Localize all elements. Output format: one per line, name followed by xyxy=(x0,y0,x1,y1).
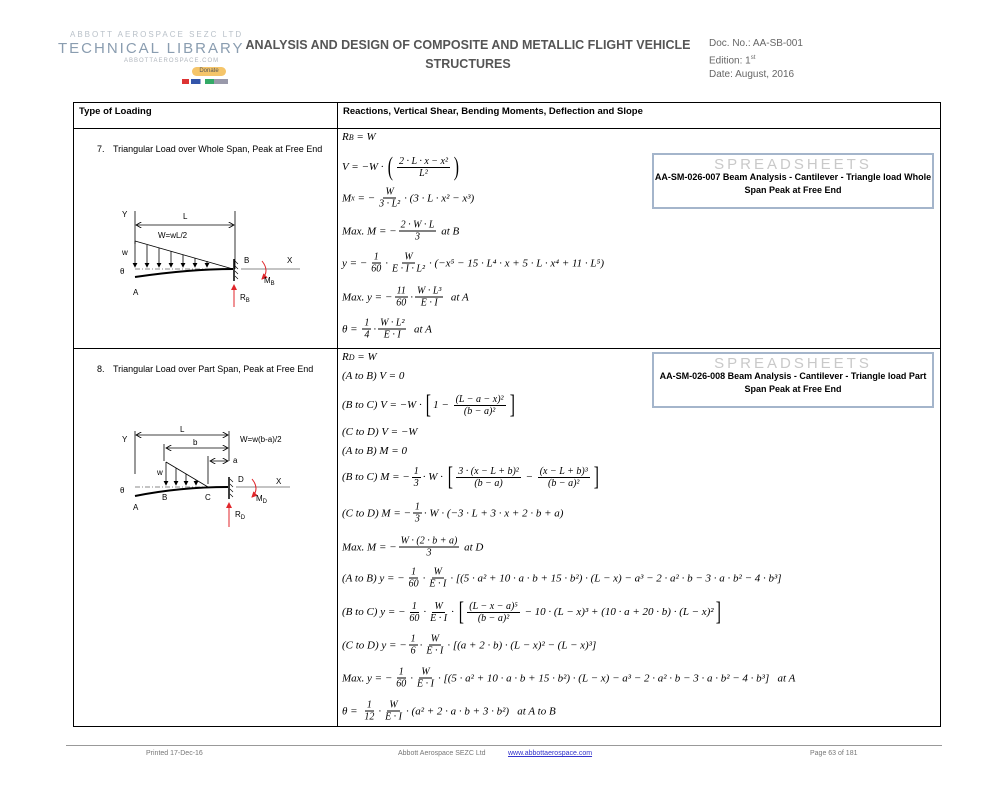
equation-fraction xyxy=(399,536,460,559)
equation xyxy=(342,667,795,690)
numerator: 1 xyxy=(413,465,419,477)
numerator: 1 xyxy=(414,501,420,513)
equation-text: R xyxy=(342,131,349,143)
equation-bracket: ) xyxy=(453,152,459,181)
numerator: 1 xyxy=(411,566,417,578)
equation-text: · W · xyxy=(422,471,446,483)
equation xyxy=(342,567,782,590)
moment-label: $M_D$ xyxy=(256,494,268,505)
denominator: (b − a)² xyxy=(477,612,510,624)
equation xyxy=(342,351,377,363)
numerator: 1 xyxy=(410,633,416,645)
equation-text: · xyxy=(378,705,382,717)
load-intensity-label: w xyxy=(122,248,128,257)
numerator: 2 · L · x − x² xyxy=(398,155,448,167)
point-b-label: B xyxy=(162,493,168,502)
equation-fraction xyxy=(407,567,421,590)
equation-text: (C to D) y = − xyxy=(342,639,407,651)
loading-cell xyxy=(74,129,338,349)
equation-text: (C to D) V = −W xyxy=(342,426,418,438)
equation-text: · (3 · L · x² − x³) xyxy=(404,192,475,204)
header-reactions: Reactions, Vertical Shear, Bending Moments, Deflection and Slope xyxy=(338,103,941,129)
numerator: 1 xyxy=(411,600,417,612)
equation-fraction xyxy=(456,466,520,489)
numerator: W · (2 · b + a) xyxy=(400,535,458,547)
equation-fraction xyxy=(378,318,406,341)
equation xyxy=(342,634,596,657)
equation xyxy=(342,152,461,181)
numerator: 3 · (x − L + b)² xyxy=(458,465,519,477)
equation-text: R xyxy=(342,351,349,363)
equation-text: (A to B) M = 0 xyxy=(342,445,407,457)
equation-text: − xyxy=(522,471,536,483)
equation-fraction xyxy=(409,634,418,657)
equation xyxy=(342,700,556,723)
loading-table xyxy=(73,102,941,727)
point-a-label: A xyxy=(133,288,139,297)
denominator: L² xyxy=(419,167,428,179)
reaction-label: $R_D$ xyxy=(235,510,246,521)
equation-fraction xyxy=(413,502,422,525)
edition-sup: st xyxy=(750,55,756,61)
header-type-of-loading: Type of Loading xyxy=(74,103,338,129)
equation-bracket: ] xyxy=(509,390,515,419)
equation-text: · xyxy=(410,672,414,684)
table-row xyxy=(74,349,941,727)
equation-fraction xyxy=(377,187,402,210)
equation-text: at D xyxy=(461,541,484,553)
total-load-label: W=w(b-a)/2 xyxy=(240,435,282,444)
denominator: 60 xyxy=(396,678,407,690)
equation-subscript: x xyxy=(351,193,355,203)
equation-text: Max. M = − xyxy=(342,225,397,237)
point-b-label: B xyxy=(244,256,250,265)
equation-fraction xyxy=(383,700,404,723)
equation-bracket: ] xyxy=(715,597,721,626)
equation-text: (C to D) M = − xyxy=(342,507,411,519)
numerator: (x − L + b)³ xyxy=(539,465,588,477)
slope-label: θ xyxy=(120,486,125,495)
equation-text: = W xyxy=(353,131,376,143)
equation-fraction xyxy=(538,466,590,489)
equation-fraction xyxy=(412,466,421,489)
equation-text: y = − xyxy=(342,257,368,269)
numerator: W · L² xyxy=(380,317,405,329)
moment-label: $M_B$ xyxy=(264,276,275,287)
equation-text: · xyxy=(422,572,426,584)
denominator: 60 xyxy=(408,578,419,590)
spreadsheets-watermark: SPREADSHEETS xyxy=(714,156,872,173)
equation-text: · xyxy=(373,323,377,335)
spreadsheet-link-text[interactable]: AA-SM-026-008 Beam Analysis - Cantilever - Triangle load Part Span Peak at Free End xyxy=(659,371,927,394)
equation-text: Max. y = − xyxy=(342,291,393,303)
total-load-label: W=wL/2 xyxy=(158,231,188,240)
equation-fraction xyxy=(390,252,427,275)
numerator: W xyxy=(389,699,398,711)
equation-text: at B xyxy=(438,225,460,237)
denominator: E · I · L² xyxy=(391,263,425,275)
point-c-label: C xyxy=(205,493,211,502)
numerator: (L − x − a)⁵ xyxy=(469,600,518,612)
equation-text: = − xyxy=(354,192,376,204)
equation-text: θ = xyxy=(342,705,361,717)
footer-divider xyxy=(66,745,942,746)
equation-subscript: D xyxy=(348,352,355,362)
case-number: 8. xyxy=(97,364,105,374)
equation-fraction xyxy=(454,394,506,417)
case-number: 7. xyxy=(97,144,105,154)
denominator: 3 xyxy=(413,477,419,489)
spreadsheet-link-text[interactable]: AA-SM-026-007 Beam Analysis - Cantilever - Triangle load Whole Span Peak at Free End xyxy=(654,172,932,195)
beam-diagram-triangular-part-span xyxy=(100,419,330,529)
equation-text: · xyxy=(423,606,427,618)
denominator: 60 xyxy=(371,263,382,275)
dimension-b-label: b xyxy=(193,438,198,447)
equation xyxy=(342,390,516,419)
numerator: W xyxy=(385,186,394,198)
logo-line1: ABBOTT AEROSPACE SEZC LTD xyxy=(70,30,244,39)
denominator: (b − a)² xyxy=(548,477,580,489)
document-title: ANALYSIS AND DESIGN OF COMPOSITE AND METALLIC FLIGHT VEHICLE STRUCTURES xyxy=(245,38,691,71)
case-title: Triangular Load over Whole Span, Peak at Free End xyxy=(113,144,323,154)
denominator: 6 xyxy=(410,645,416,657)
equation xyxy=(342,318,432,341)
equation-text: · xyxy=(385,257,388,269)
equation-fraction xyxy=(362,318,371,341)
equation-text: Max. y = − xyxy=(342,672,393,684)
equation-text: Max. M = − xyxy=(342,541,397,553)
axis-x-label: X xyxy=(276,477,282,486)
equation-fraction xyxy=(397,156,450,179)
axis-x-label: X xyxy=(287,256,293,265)
equation xyxy=(342,597,722,626)
equation-text: V = −W · xyxy=(342,161,387,173)
numerator: 1 xyxy=(373,251,379,263)
equation-text: (B to C) M = − xyxy=(342,471,410,483)
equation xyxy=(342,286,469,309)
equation-text: · xyxy=(410,291,414,303)
span-length-label: L xyxy=(180,425,185,434)
doc-number: Doc. No.: AA-SB-001 xyxy=(709,38,803,49)
equation-text: · (a² + 2 · a · b + 3 · b²) at A to B xyxy=(406,705,556,717)
equation-fraction xyxy=(407,601,421,624)
equation-bracket: [ xyxy=(447,462,453,491)
equation-fraction xyxy=(415,667,436,690)
spreadsheet-link-007[interactable] xyxy=(652,153,934,209)
table-header-row xyxy=(74,103,941,129)
equation-bracket: ] xyxy=(593,462,599,491)
denominator: E · I xyxy=(430,612,448,624)
equation-text: at A xyxy=(445,291,469,303)
denominator: E · I xyxy=(417,678,434,690)
equation-fraction xyxy=(362,700,376,723)
equation-text: (B to C) y = − xyxy=(342,606,406,618)
point-d-label: D xyxy=(238,475,244,484)
denominator: E · I xyxy=(383,329,401,341)
denominator: 3 · L² xyxy=(379,198,401,210)
edition-text: Edition: 1 xyxy=(709,55,751,67)
equation-text: (A to B) y = − xyxy=(342,572,405,584)
equation-text: at A xyxy=(408,323,432,335)
equation-text: = W xyxy=(354,351,377,363)
load-intensity-label: w xyxy=(157,468,163,477)
equation xyxy=(342,187,474,210)
equation-text: · [(5 · a² + 10 · a · b + 15 · b²) · (L − x) − a³ − 2 · a² · b − 3 · a · b² − 4 · b³] xyxy=(450,572,782,584)
equation xyxy=(342,131,376,143)
equation-text: θ = xyxy=(342,323,361,335)
beam-diagram-triangular-whole-span xyxy=(100,199,330,309)
equation xyxy=(342,426,417,438)
doc-date: Date: August, 2016 xyxy=(709,69,795,81)
denominator: (b − a) xyxy=(474,477,503,489)
point-a-label: A xyxy=(133,503,139,512)
equation-fraction xyxy=(428,601,449,624)
equation-text: (B to C) V = −W · xyxy=(342,399,425,411)
numerator: 11 xyxy=(396,285,406,297)
footer-url[interactable] xyxy=(508,750,592,757)
axis-y-label: Y xyxy=(122,435,128,444)
spreadsheets-watermark: SPREADSHEETS xyxy=(714,355,872,372)
equation-fraction xyxy=(424,634,445,657)
equations-cell xyxy=(338,129,941,349)
technical-library-logo[interactable] xyxy=(52,30,245,86)
footer-page: Page 63 of 181 xyxy=(810,750,858,757)
equation xyxy=(342,220,459,243)
equation-text: · [(5 · a² + 10 · a · b + 15 · b²) · (L − x) − a³ − 2 · a² · b − 3 · a · b² − 4 · b³] at A xyxy=(437,672,796,684)
denominator: E · I xyxy=(420,297,438,309)
denominator: E · I xyxy=(426,645,444,657)
equation-text: · xyxy=(451,606,457,618)
denominator: 3 xyxy=(426,547,432,559)
equation-text: 1 − xyxy=(433,399,452,411)
denominator: E · I xyxy=(385,711,403,723)
table-row xyxy=(74,129,941,349)
denominator: 4 xyxy=(364,329,370,341)
equations-cell xyxy=(338,349,941,727)
numerator: W xyxy=(433,566,442,578)
donate-button[interactable]: Donate xyxy=(192,67,226,76)
equation xyxy=(342,536,483,559)
numerator: (L − a − x)² xyxy=(455,393,504,405)
equation xyxy=(342,445,407,457)
document-info xyxy=(709,37,803,82)
denominator: 60 xyxy=(396,297,407,309)
denominator: 12 xyxy=(364,711,375,723)
loading-cell xyxy=(74,349,338,727)
equation-fraction xyxy=(415,286,443,309)
numerator: 2 · W · L xyxy=(400,219,435,231)
edition xyxy=(709,51,803,68)
equation-text: · W · (−3 · L + 3 · x + 2 · b + a) xyxy=(423,507,564,519)
numerator: W xyxy=(421,666,430,678)
equation-bracket: [ xyxy=(458,597,464,626)
denominator: 3 xyxy=(415,231,421,243)
equation-bracket: ( xyxy=(388,152,394,181)
equation-fraction xyxy=(369,252,383,275)
slope-label: θ xyxy=(120,267,125,276)
equation xyxy=(342,462,600,491)
numerator: W xyxy=(430,633,440,645)
equation xyxy=(342,502,563,525)
denominator: (b − a)² xyxy=(463,405,496,417)
logo-line3: ABBOTTAEROSPACE.COM xyxy=(124,58,220,64)
equation-bracket: [ xyxy=(426,390,432,419)
equation-text: · (−x⁵ − 15 · L⁴ · x + 5 · L · x⁴ + 11 · L⁵) xyxy=(428,257,605,269)
footer-url-link[interactable]: www.abbottaerospace.com xyxy=(508,750,593,757)
spreadsheet-link-008[interactable] xyxy=(652,352,934,408)
equation-fraction xyxy=(467,601,519,624)
equation xyxy=(342,252,604,275)
equation-text: (A to B) V = 0 xyxy=(342,370,405,382)
equation-fraction xyxy=(394,286,408,309)
equation-text: · [(a + 2 · b) · (L − x)² − (L − x)³] xyxy=(447,639,597,651)
equation-subscript: B xyxy=(348,132,354,142)
denominator: 60 xyxy=(409,612,420,624)
denominator: E · I xyxy=(429,578,447,590)
equation-text: − 10 · (L − x)³ + (10 · a + 20 · b) · (L − x)² xyxy=(521,606,714,618)
case-title: Triangular Load over Part Span, Peak at Free End xyxy=(113,364,314,374)
equation-text: · xyxy=(419,639,423,651)
equation-fraction xyxy=(399,220,437,243)
numerator: 1 xyxy=(364,317,370,329)
equation-fraction xyxy=(394,667,408,690)
footer-printed: Printed 17-Dec-16 xyxy=(146,750,203,757)
numerator: 1 xyxy=(398,666,404,678)
axis-y-label: Y xyxy=(122,210,128,219)
equation xyxy=(342,370,404,382)
numerator: W xyxy=(434,600,443,612)
footer-company: Abbott Aerospace SEZC Ltd xyxy=(398,750,486,757)
equation-fraction xyxy=(427,567,448,590)
equation-text: M xyxy=(342,192,352,204)
reaction-label: $R_B$ xyxy=(240,293,250,304)
numerator: W xyxy=(404,251,413,263)
logo-line2: TECHNICAL LIBRARY xyxy=(58,40,245,57)
span-length-label: L xyxy=(183,212,188,221)
numerator: 1 xyxy=(366,699,372,711)
payment-cards-icon xyxy=(182,79,228,84)
denominator: 3 xyxy=(414,513,420,525)
dimension-a-label: a xyxy=(233,456,238,465)
numerator: W · L³ xyxy=(417,285,442,297)
